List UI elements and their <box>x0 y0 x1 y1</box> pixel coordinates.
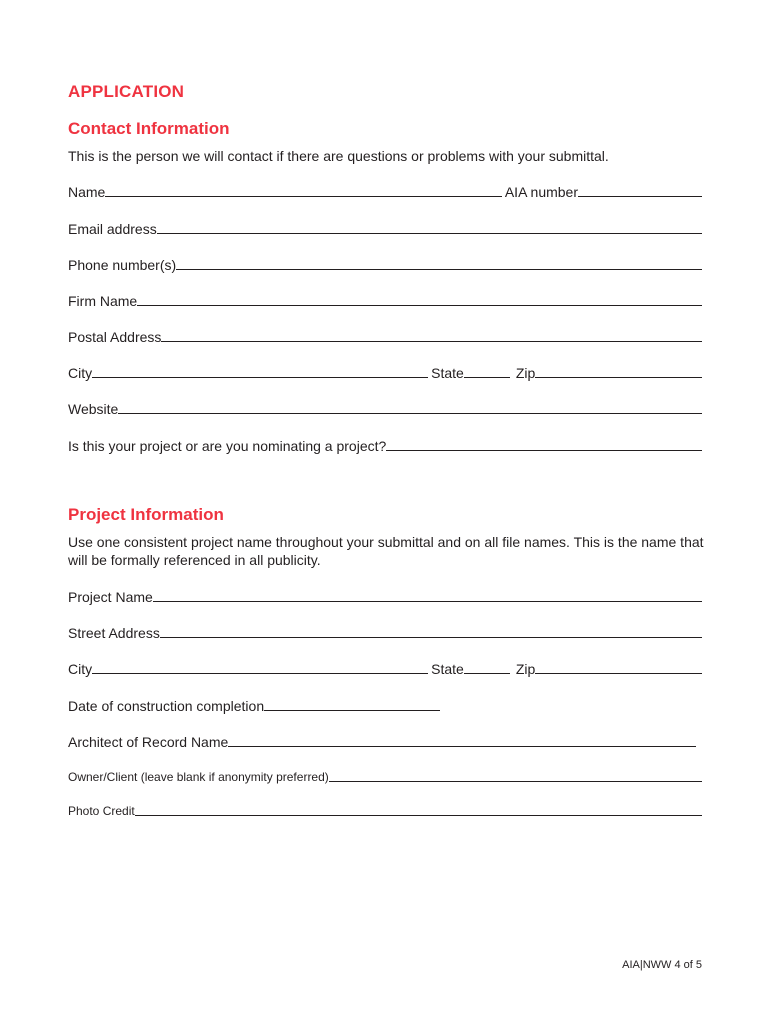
nominating-label: Is this your project or are you nominating a project? <box>68 438 387 454</box>
project-name-label: Project Name <box>68 589 153 605</box>
page-heading: APPLICATION <box>68 82 185 101</box>
project-city-row <box>68 659 702 677</box>
name-field[interactable] <box>105 196 501 197</box>
firm-row <box>68 291 702 309</box>
zip-field[interactable] <box>535 377 702 378</box>
photo-credit-field[interactable] <box>135 815 702 816</box>
owner-field[interactable] <box>329 781 702 782</box>
project-name-field[interactable] <box>153 601 702 602</box>
nominating-row <box>68 436 702 454</box>
architect-field[interactable] <box>228 746 696 747</box>
photo-credit-row <box>68 801 702 819</box>
project-zip-field[interactable] <box>535 673 702 674</box>
owner-label: Owner/Client (leave blank if anonymity preferred) <box>68 770 329 784</box>
aia-number-field[interactable] <box>578 196 702 197</box>
architect-label: Architect of Record Name <box>68 734 229 750</box>
contact-city-row <box>68 363 702 381</box>
street-row <box>68 623 702 641</box>
state-label: State <box>431 365 464 381</box>
website-field[interactable] <box>118 413 702 414</box>
zip-label: Zip <box>515 365 536 381</box>
postal-row <box>68 327 702 345</box>
postal-label: Postal Address <box>68 329 162 345</box>
email-label: Email address <box>68 221 157 237</box>
project-section-title: Project Information <box>68 505 224 524</box>
project-name-row <box>68 587 702 605</box>
street-label: Street Address <box>68 625 160 641</box>
project-city-field[interactable] <box>92 673 428 674</box>
contact-description: This is the person we will contact if there are questions or problems with your submittal. <box>68 148 609 164</box>
completion-label: Date of construction completion <box>68 698 265 714</box>
state-field[interactable] <box>464 377 510 378</box>
phone-label: Phone number(s) <box>68 257 177 273</box>
email-field[interactable] <box>157 233 702 234</box>
contact-section-title: Contact Information <box>68 119 230 138</box>
photo-credit-label: Photo Credit <box>68 804 135 818</box>
name-row <box>68 182 702 200</box>
owner-row <box>68 767 702 785</box>
firm-label: Firm Name <box>68 293 138 309</box>
project-state-field[interactable] <box>464 673 510 674</box>
city-label: City <box>68 365 93 381</box>
completion-field[interactable] <box>264 710 440 711</box>
project-zip-label: Zip <box>515 661 536 677</box>
nominating-field[interactable] <box>386 450 702 451</box>
project-description: Use one consistent project name throughout your submittal and on all file names. This is the name that will be formally referenced in all publicity. <box>68 534 704 568</box>
postal-field[interactable] <box>161 341 702 342</box>
phone-row <box>68 255 702 273</box>
completion-row <box>68 696 440 714</box>
email-row <box>68 219 702 237</box>
street-field[interactable] <box>160 637 702 638</box>
project-city-label: City <box>68 661 93 677</box>
website-label: Website <box>68 401 119 417</box>
aia-number-label: AIA number <box>504 184 578 200</box>
city-field[interactable] <box>92 377 428 378</box>
page-footer: AIA|NWW 4 of 5 <box>622 959 702 971</box>
website-row <box>68 399 702 417</box>
name-label: Name <box>68 184 106 200</box>
project-state-label: State <box>431 661 464 677</box>
firm-field[interactable] <box>137 305 702 306</box>
architect-row <box>68 732 696 750</box>
phone-field[interactable] <box>176 269 702 270</box>
